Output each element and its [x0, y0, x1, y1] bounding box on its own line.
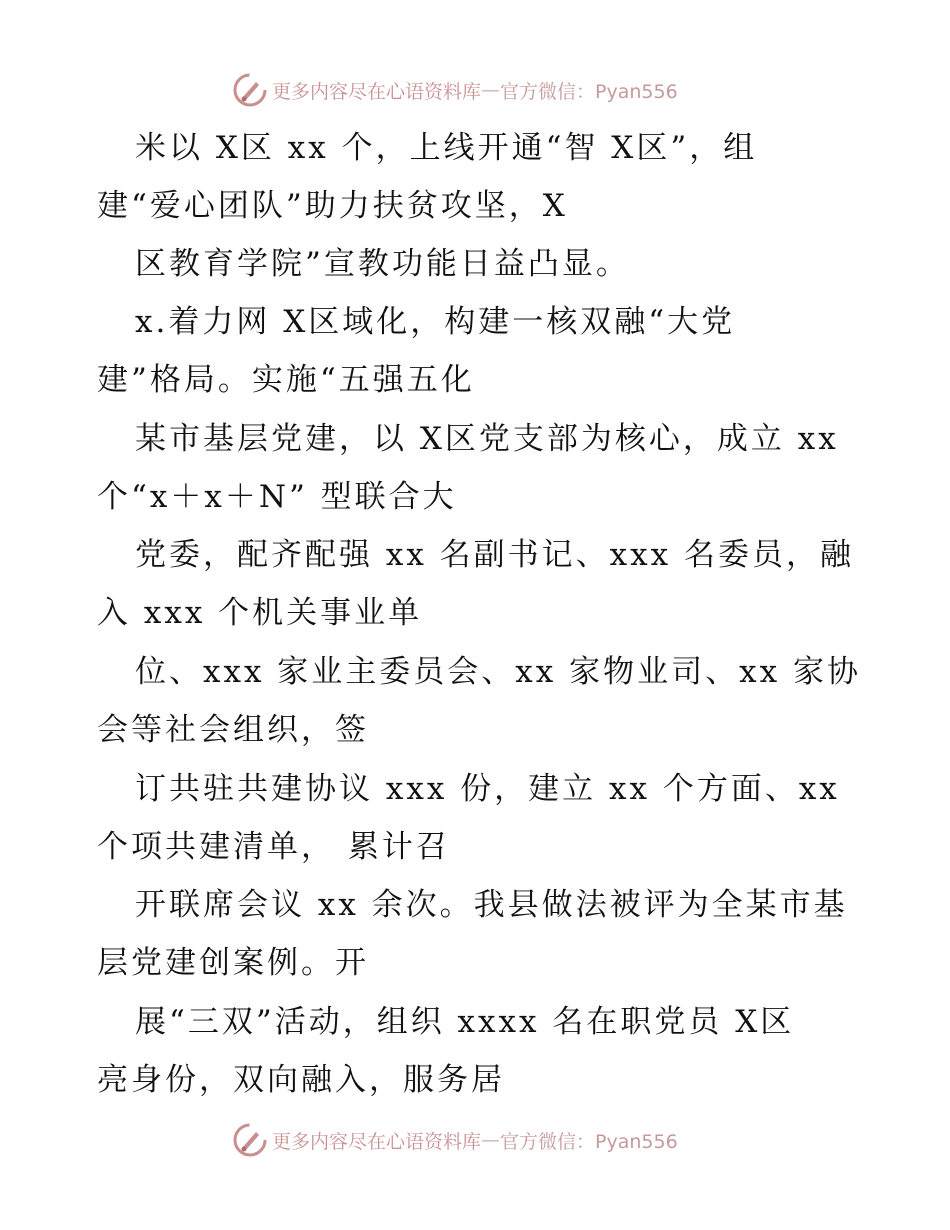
text-line: 建”格局。实施“五强五化 — [97, 362, 475, 398]
pen-seal-icon — [232, 1122, 268, 1158]
text-line: 订共驻共建协议 xxx 份，建立 xx 个方面、xx — [135, 771, 840, 807]
watermark-account: 官方微信：Pyan556 — [500, 1130, 678, 1153]
text-line: 建“爱心团队”助力扶贫攻坚，X — [97, 188, 568, 224]
text-line: 位、xxx 家业主委员会、xx 家物业司、xx 家协 — [135, 654, 861, 690]
watermark-account: 官方微信：Pyan556 — [500, 80, 678, 103]
text-line: 个“x＋x＋N” 型联合大 — [97, 479, 457, 515]
header-watermark — [232, 72, 678, 108]
text-line: 党委，配齐配强 xx 名副书记、xxx 名委员，融 — [135, 537, 854, 573]
text-line: x.着力网 X区域化，构建一核双融“大党 — [135, 304, 736, 340]
pen-seal-icon — [232, 72, 268, 108]
text-line: 区教育学院”宣教功能日益凸显。 — [135, 246, 630, 282]
watermark-brand: 更多内容尽在心语资料库 — [272, 1130, 482, 1153]
text-line: 开联席会议 xx 余次。我县做法被评为全某市基 — [135, 887, 848, 923]
watermark-brand: 更多内容尽在心语资料库 — [272, 80, 482, 103]
watermark-separator: — — [481, 1129, 501, 1151]
footer-watermark — [232, 1122, 678, 1158]
text-line: 米以 X区 xx 个，上线开通“智 X区”，组 — [135, 130, 758, 166]
text-line: 展“三双”活动，组织 xxxx 名在职党员 X区 — [135, 1004, 795, 1040]
text-line: 入 xxx 个机关事业单 — [97, 595, 423, 631]
text-line: 某市基层党建，以 X区党支部为核心，成立 xx — [135, 421, 839, 457]
watermark-separator: — — [481, 79, 501, 101]
text-line: 亮身份，双向融入，服务居 — [97, 1062, 505, 1098]
text-line: 个项共建清单， 累计召 — [97, 829, 450, 865]
text-line: 会等社会组织，签 — [97, 712, 369, 748]
text-line: 层党建创案例。开 — [97, 945, 369, 981]
